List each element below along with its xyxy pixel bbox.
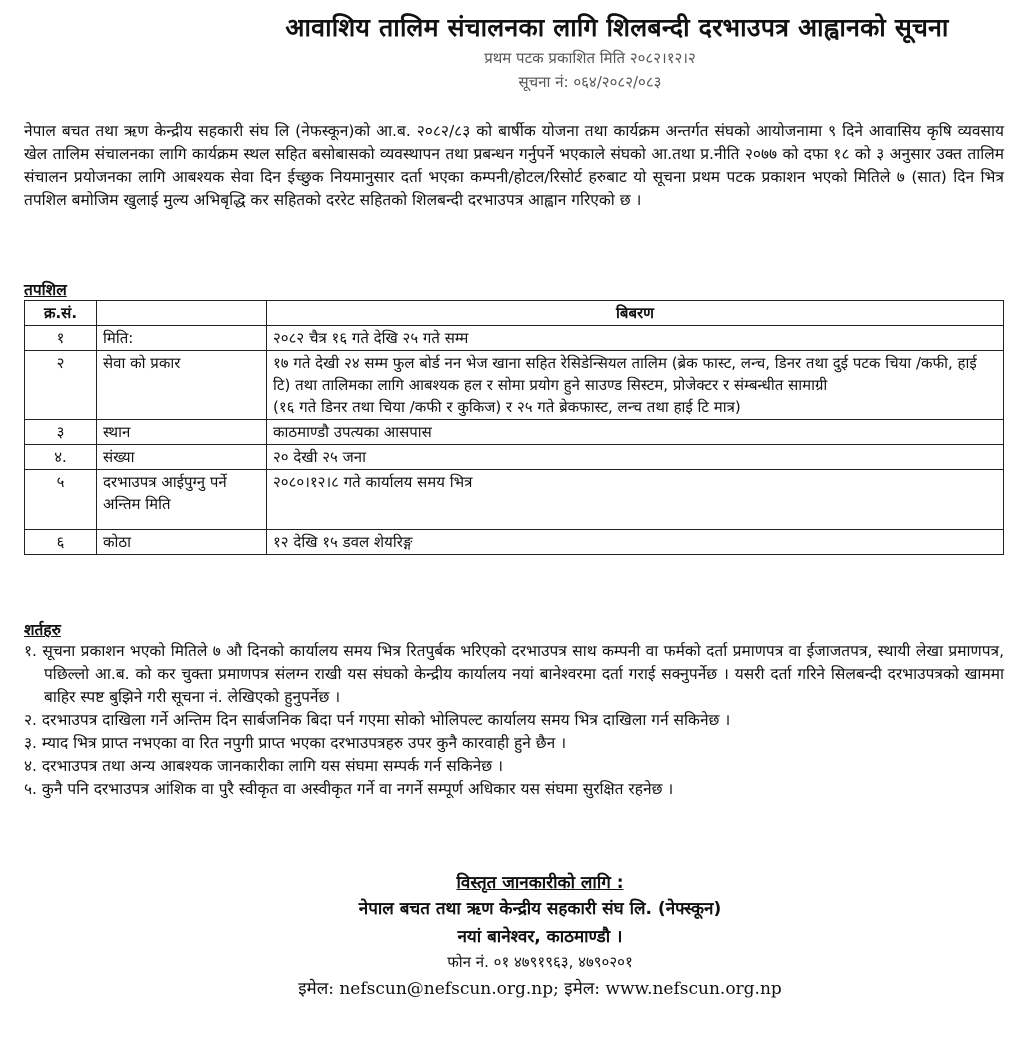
- row-sn: ३: [25, 420, 97, 445]
- row-sn: ५: [25, 470, 97, 530]
- table-row: [25, 420, 1004, 445]
- list-item: ३. म्याद भित्र प्राप्त नभएका वा रित नपुगी प्राप्त भएका दरभाउपत्रहरु उपर कुनै कारवाही हुने छैन ।: [24, 734, 567, 752]
- row-label: सेवा को प्रकार: [97, 351, 267, 420]
- row-label: संख्या: [97, 445, 267, 470]
- details-heading: तपशिल: [24, 281, 67, 299]
- row-label: दरभाउपत्र आईपुग्नु पर्ने अन्तिम मिति: [97, 470, 267, 530]
- table-row: [25, 351, 1004, 420]
- table-row: [25, 326, 1004, 351]
- list-item: २. दरभाउपत्र दाखिला गर्ने अन्तिम दिन सार्बजनिक बिदा पर्न गएमा सोको भोलिपल्ट कार्यालय समय भित्र दाखिला गर्न सकिनेछ ।: [24, 711, 731, 729]
- list-item: ४. दरभाउपत्र तथा अन्य आबश्यक जानकारीका लागि यस संघमा सम्पर्क गर्न सकिनेछ ।: [24, 757, 503, 775]
- contact-address: नयां बानेश्वर, काठमाण्डौ ।: [457, 927, 623, 947]
- contact-phone: फोन नं. ०१ ४७९१९६३, ४७९०२०१: [447, 953, 633, 971]
- row-detail: २०८०।१२।८ गते कार्यालय समय भित्र: [267, 470, 1004, 530]
- row-sn: १: [25, 326, 97, 351]
- row-detail: २० देखी २५ जना: [267, 445, 1004, 470]
- row-sn: २: [25, 351, 97, 420]
- contact-email: इमेल: nefscun@nefscun.org.np; इमेल: www.nefscun.org.np: [298, 979, 782, 999]
- row-detail: काठमाण्डौ उपत्यका आसपास: [267, 420, 1004, 445]
- row-detail-note: (१६ गते डिनर तथा चिया /कफी र कुकिज) र २५ गते ब्रेकफास्ट, लन्च तथा हाई टि मात्र): [273, 398, 741, 416]
- row-label: कोठा: [97, 530, 267, 555]
- row-label: मिति:: [97, 326, 267, 351]
- notice-number: सूचना नं: ०६४/२०८२/०८३: [518, 73, 662, 91]
- row-sn: ४.: [25, 445, 97, 470]
- intro-paragraph: नेपाल बचत तथा ऋण केन्द्रीय सहकारी संघ लि (नेफस्कून)को आ.ब. २०८२/८३ को बार्षीक योजना तथा कार्यक्रम अन्तर्गत संघको आयोजनामा ९ दिने आवासिय कृषि व्यवसाय खेल तालिम संचालनका लागि कार्यक्रम स्थल सहित बसोबासको व्यवस्थापन तथा प्रबन्धन गर्नुपर्ने भएकाले संघको आ.तथा प्र.नीति २०७७ को दफा १८ को ३ अनुसार उक्त तालिम संचालन प्रयोजनका लागि आबश्यक सेवा दिन ईच्छुक नियमानुसार दर्ता भएका कम्पनी/होटल/रिसोर्ट हरुबाट यो सूचना प्रथम पटक प्रकाशन भएको मितिले ७ (सात) दिन भित्र तपशिल बमोजिम खुलाई मुल्य अभिबृद्धि कर सहितको दररेट सहितको शिलबन्दी दरभाउपत्र आह्वान गरिएको छ ।: [24, 122, 1004, 209]
- row-detail: १२ देखि १५ डवल शेयरिङ्ग: [267, 530, 1004, 555]
- row-detail: २०८२ चैत्र १६ गते देखि २५ गते सम्म: [267, 326, 1004, 351]
- list-item: १. सूचना प्रकाशन भएको मितिले ७ औ दिनको कार्यालय समय भित्र रितपुर्बक भरिएको दरभाउपत्र साथ कम्पनी वा फर्मको दर्ता प्रमाणपत्र वा ईजाजतपत्र, स्थायी लेखा प्रमाणपत्र, पछिल्लो आ.ब. को कर चुक्ता प्रमाणपत्र संलग्न राखी यस संघको केन्द्रीय कार्यालय नयां बानेश्वरमा दर्ता गराई सक्नुपर्नेछ । यसरी दर्ता गरिने सिलबन्दी दरभाउपत्रको खाममा बाहिर स्पष्ट बुझिने गरी सूचना नं. लेखिएको हुनुपर्नेछ ।: [24, 642, 1004, 706]
- terms-list: [24, 640, 1004, 801]
- details-table: [24, 300, 1004, 555]
- header-label: [97, 301, 267, 326]
- contact-heading: विस्तृत जानकारीको लागि :: [456, 873, 624, 893]
- header-detail: बिबरण: [267, 301, 1004, 326]
- table-header-row: [25, 301, 1004, 326]
- contact-organization: नेपाल बचत तथा ऋण केन्द्रीय सहकारी संघ लि. (नेफ्स्कून): [358, 899, 722, 919]
- notice-title: आवाशिय तालिम संचालनका लागि शिलबन्दी दरभाउपत्र आह्वानको सूचना: [285, 13, 949, 42]
- table-row: [25, 530, 1004, 555]
- row-detail: [267, 351, 1004, 420]
- terms-heading: शर्तहरु: [24, 621, 61, 639]
- header-sn: क्र.सं.: [25, 301, 97, 326]
- row-sn: ६: [25, 530, 97, 555]
- published-date: प्रथम पटक प्रकाशित मिति २०८२।१२।२: [484, 49, 696, 67]
- row-label: स्थान: [97, 420, 267, 445]
- table-row: [25, 470, 1004, 530]
- table-row: [25, 445, 1004, 470]
- list-item: ५. कुनै पनि दरभाउपत्र आंशिक वा पुरै स्वीकृत वा अस्वीकृत गर्ने वा नगर्ने सम्पूर्ण अधिकार यस संघमा सुरक्षित रहनेछ ।: [24, 780, 674, 798]
- row-detail-main: १७ गते देखी २४ सम्म फुल बोर्ड नन भेज खाना सहित रेसिडेन्सियल तालिम (ब्रेक फास्ट, लन्च, डिनर तथा दुई पटक चिया /कफी, हाई टि) तथा तालिमका लागि आबश्यक हल र सोमा प्रयोग हुने साउण्ड सिस्टम, प्रोजेक्टर र संम्बन्धीत सामाग्री: [273, 354, 977, 394]
